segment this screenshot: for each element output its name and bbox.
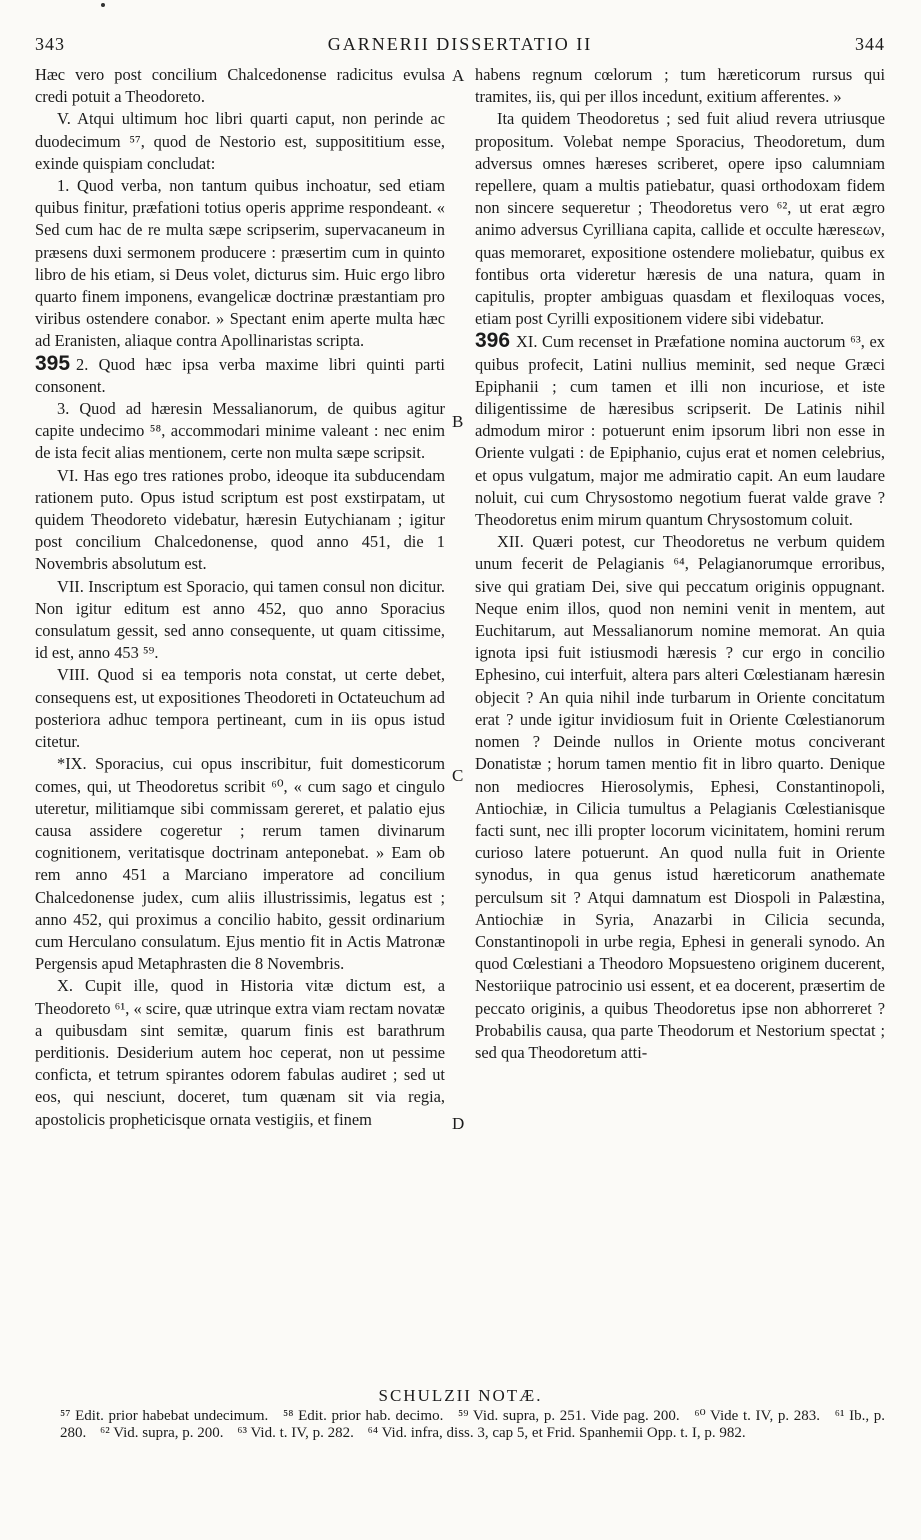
paragraph-text: VII. Inscriptum est Sporacio, qui tamen consul non dicitur. Non igitur editum est anno 452, quo anno Sporacius consulatum gessit, sed anno consequente, ut quam citissime, id est, anno 453 ⁵⁹. (35, 576, 445, 663)
footnote: ⁶¹ Ib., p. 280. (60, 1408, 886, 1441)
column-number: 395 (35, 351, 71, 375)
paragraph-text: habens regnum cœlorum ; tum hæreticorum rursus qui tramites, iis, qui per illos incedunt, exitium afferentes. » (475, 65, 885, 107)
paragraph-text: VI. Has ego tres rationes probo, ideoque ita subducendam rationem puto. Opus istud scriptum est post exstirpatam, ut quidem Theodoreto videbatur, hæresin Eutychianam ; igitur post concilium Chalcedonense, quod anno 451, die 1 Novembris absolutum est. (35, 465, 445, 574)
column-number: 396 (475, 329, 511, 353)
notes-title: SCHULZII NOTÆ. (378, 1386, 543, 1405)
footnote: ⁵⁸ Edit. prior hab. decimo. (282, 1408, 444, 1424)
footnote: ⁶⁴ Vid. infra, diss. 3, cap 5, et Frid. Spanhemii Opp. t. I, p. 982. (367, 1425, 746, 1441)
left-paragraph (35, 975, 445, 1130)
left-paragraph (35, 576, 445, 665)
paragraph-text: X. Cupit ille, quod in Historia vitæ dictum est, a Theodoreto ⁶¹, « scire, quæ utrinque extra viam rectam novatæ a quibusdam sint semitæ, quarum finis est barathrum perditionis. Desiderium autem hoc ceperat, non ut pessime conficta, et tetrum spirantes odorem fabulas audiret ; sed ut eos, qui nesciunt, doceret, tum quænam sit via regia, apostolicis propheticisque ornata vestigiis, et finem (35, 976, 445, 1129)
ink-dot (101, 3, 105, 7)
footnote: ⁶² Vid. supra, p. 200. (100, 1425, 224, 1441)
right-paragraph (475, 64, 885, 108)
page-number-right: 344 (855, 34, 885, 54)
left-paragraph (35, 353, 445, 398)
paragraph-text: Hæc vero post concilium Chalcedonense radicitus evulsa credi potuit a Theodoreto. (35, 65, 445, 107)
margin-letter-a: A (452, 66, 465, 85)
footnote: ⁶³ Vid. t. IV, p. 282. (237, 1425, 354, 1441)
paragraph-text: 3. Quod ad hæresin Messalianorum, de quibus agitur capite undecimo ⁵⁸, accommodari minime valeant : nec enim de ista fecit alias mentionem, certe non multa sæpe scripsit. (35, 399, 445, 463)
left-paragraph (35, 664, 445, 753)
margin-letter-b: B (452, 412, 464, 431)
page-number-left: 343 (35, 34, 65, 54)
margin-letter-c: C (452, 766, 464, 785)
paragraph-text: VIII. Quod si ea temporis nota constat, ut certe debet, consequens est, ut expositiones Theodoreti in Octateuchum ad posteriora adhuc tempora pertineant, cum in iis opus istud citetur. (35, 665, 445, 752)
left-paragraph (35, 398, 445, 465)
footnote: ⁵⁷ Edit. prior habebat undecimum. (60, 1408, 269, 1424)
paragraph-text: 1. Quod verba, non tantum quibus inchoatur, sed etiam quibus finitur, præfationi totius operis apprime respondeant. « Sed cum hac de re multa sæpe scripserim, supervacaneum in præsens duxi sermonem producere : præsertim cum in quinto libro de his etiam, si Deus volet, dicturus sim. Huic ergo libro quarto finem imponens, evangelicæ doctrinæ præstantiam pro viribus ostendere conabor. » Spectant enim aperte multa hæc ad Eranisten, aliaque contra Apollinaristas scripta. (35, 176, 445, 351)
left-paragraph (35, 465, 445, 576)
right-column (475, 64, 885, 1064)
left-paragraph (35, 753, 445, 975)
paragraph-text: V. Atqui ultimum hoc libri quarti caput, non perinde ac duodecimum ⁵⁷, quod de Nestorio est, supposititium esse, exinde quispiam concludat: (35, 109, 445, 173)
footnotes (60, 1408, 885, 1442)
paragraph-text: Ita quidem Theodoretus ; sed fuit aliud revera utriusque propositum. Volebat nempe Sporacius, Theodoretum, dum adversus omnes hæreses scriberet, opere ipso calumniam repellere, quam a multis patiebatur, quasi orthodoxam fidem non sincere sequeretur ; Theodoretus vero ⁶², ut erat ægro animo adversus Cyrilliana capita, callide et occulte hæresεων, quas memoraret, expositione ostendere moliebatur, quibus ex fontibus orta videretur hæresis de una natura, quam in capitulis, propter ambiguas quasdam et flexiloquas voces, etiam post Cyrilli expositionem videre sibi videbatur. (475, 109, 885, 329)
running-header (35, 34, 885, 58)
paragraph-text: XI. Cum recenset in Præfatione nomina auctorum ⁶³, ex quibus profecit, Latini nullius meminit, sed neque Græci Epiphanii ; cum tamen et illi non incuriose, et iste diligentissime de hæresibus scripserit. De Latinis nihil admodum miror : potuerunt enim ipsorum libri non esse in Oriente vulgati : de Epiphanio, cujus erat et nomen celebrius, et opus vulgatum, major me admiratio capit. An eum laudare noluit, cui cum Chrysostomo negotium fuerat valde grave ? Theodoretus enim mirum quantum Chrysostomum coluit. (475, 332, 885, 530)
right-paragraph (475, 531, 885, 1064)
running-title: GARNERII DISSERTATIO II (327, 34, 593, 54)
left-paragraph (35, 108, 445, 175)
left-paragraph (35, 175, 445, 353)
footnote: ⁵⁹ Vid. supra, p. 251. Vide pag. 200. (458, 1408, 680, 1424)
paragraph-text: *IX. Sporacius, cui opus inscribitur, fuit domesticorum comes, qui, ut Theodoretus scribit ⁶⁰, « cum sago et cingulo uteretur, militiamque sibi commissam gereret, et palatio ejus causa assidere cogeretur ; rerum tamen divinarum cognitionem, veritatisque doctrinam anteponebat. » Eam ob rem anno 451 a Marciano imperatore ad concilium Chalcedonense judex, cum aliis illustrissimis, legatus est ; anno 452, qui proximus a concilio habito, gessit ordinarium cum Herculano consulatum. Ejus mentio fit in Actis Matronæ Pergensis apud Metaphrasten die 8 Novembris. (35, 754, 445, 974)
margin-letter-d: D (452, 1114, 465, 1133)
paragraph-text: 2. Quod hæc ipsa verba maxime libri quinti parti consonent. (35, 354, 445, 396)
footnote: ⁶⁰ Vide t. IV, p. 283. (694, 1408, 821, 1424)
right-paragraph (475, 108, 885, 330)
right-paragraph (475, 330, 885, 531)
left-paragraph (35, 64, 445, 108)
left-column (35, 64, 445, 1131)
paragraph-text: XII. Quæri potest, cur Theodoretus ne verbum quidem unum fecerit de Pelagianis ⁶⁴, Pelagianorumque erroribus, sive qui gratiam Dei, sive qui peccatum originis oppugnant. Neque enim illos, quod non nemini venit in mentem, aut Euchitarum, aut Messalianorum nomine memorat. An quia ignota ipsi fuit istiusmodi hæresis ? cur ergo in concilio Ephesino, cui interfuit, altera pars alteri Cœlestianam hæresin objecit ? An quia nihil inde turbarum in Oriente concitatum erat ? unde igitur invidiosum fuit in Oriente Cœlestianorum nomen ? Deinde nullos in Oriente motus conciverant Donatistæ ; horum tamen mentio fit in libro quarto. Denique non mediocres Hierosolymis, Ephesi, Constantinopoli, Antiochiæ, in Cilicia tumultus a Pelagianis Cœlestianisque facti sunt, nec illi propter locorum vicinitatem, homini rerum curioso latere potuerunt. An quod nulla fuit in Oriente synodus, in qua genus istud hæreticorum anathemate perculsum sit ? Atqui damnatum est Diospoli in Palæstina, Antiochiæ in Syria, Anazarbi in Cilicia secunda, Constantinopoli in urbe regia, Ephesi in generali synodo. An quod Cœlestiani a Theodoro Mopsuesteno originem ducerent, Nestoriique patrocinio usi essent, et ea docerent, præsertim de peccato originis, a quibus Theodoretus ipse non abhorreret ? Probabilis causa, qua parte Theodorum et Nestorium spectat ; sed qua Theodoretum atti- (475, 532, 885, 1062)
